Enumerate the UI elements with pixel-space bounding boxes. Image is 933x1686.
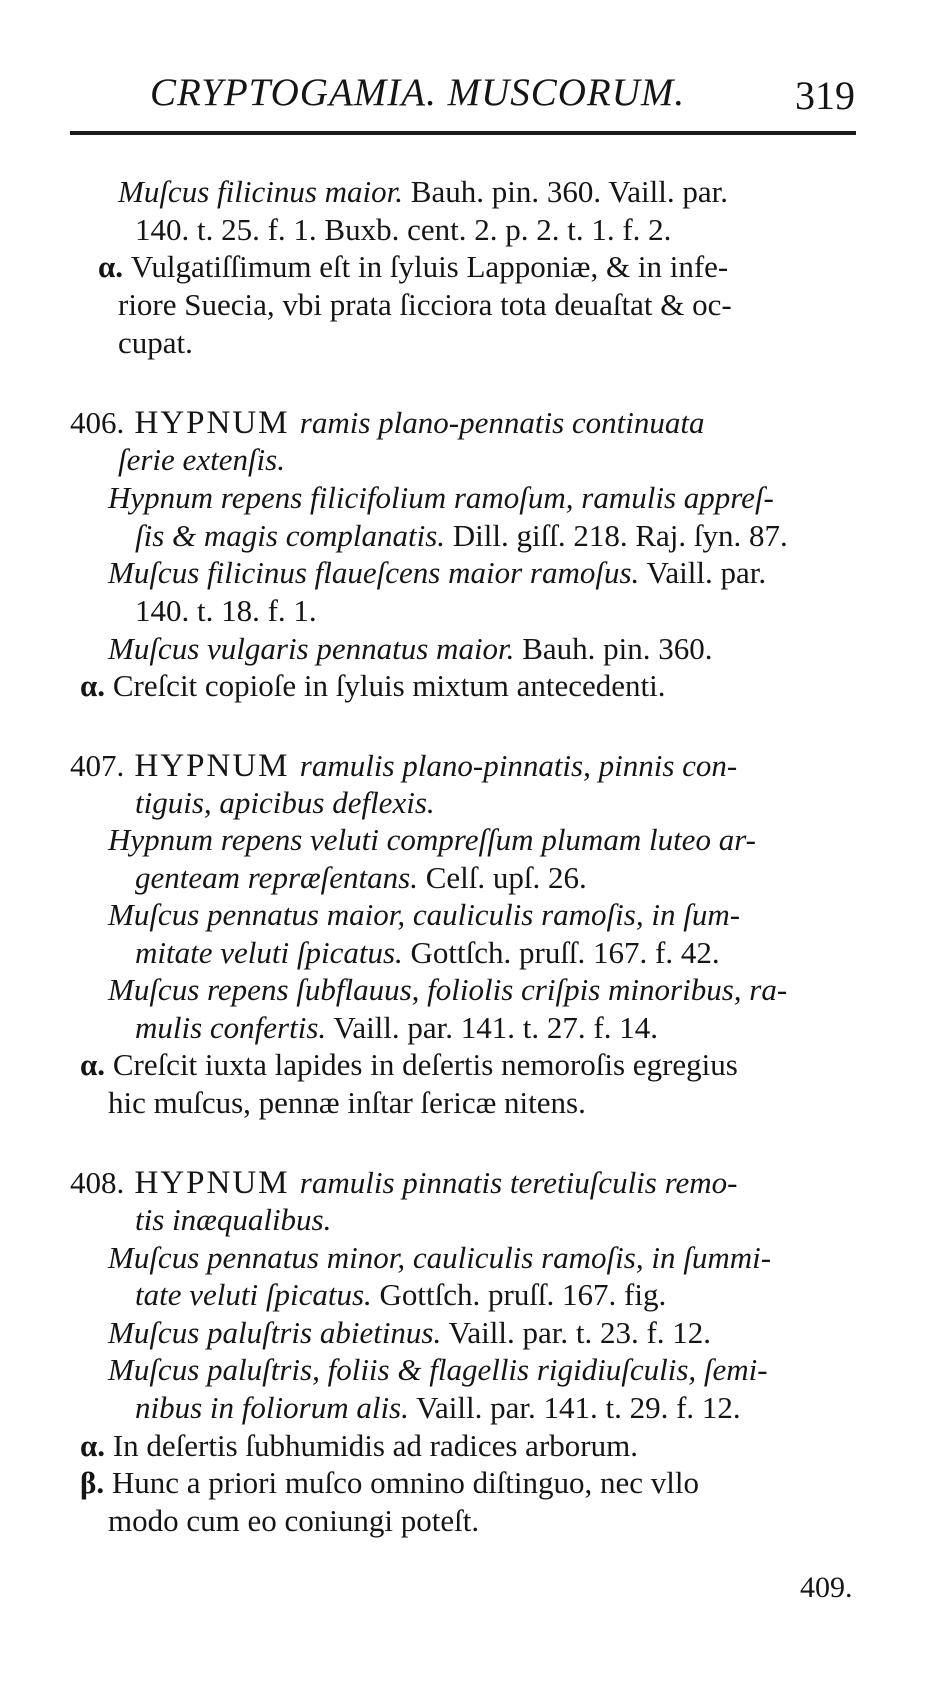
- text-line: β. Hunc a priori muſco omnino diſtinguo, nec vllo: [80, 1465, 700, 1500]
- text-line: Hypnum repens filicifolium ramoſum, ramulis appreſ-: [108, 480, 774, 515]
- text-line: mulis confertis. Vaill. par. 141. t. 27. f. 14.: [135, 1010, 658, 1045]
- text-line: ſis & magis complanatis. Dill. giſſ. 218. Raj. ſyn. 87.: [135, 518, 788, 553]
- text-line: Muſcus repens ſubflauus, foliolis criſpis minoribus, ra-: [108, 972, 788, 1007]
- text-line: hic muſcus, pennæ inſtar ſericæ nitens.: [108, 1085, 586, 1120]
- text-line: α. In deſertis ſubhumidis ad radices arborum.: [80, 1428, 638, 1463]
- text-line: riore Suecia, vbi prata ſicciora tota deuaſtat & oc-: [118, 287, 732, 322]
- page-number: 319: [795, 73, 855, 118]
- text-line: modo cum eo coniungi poteſt.: [108, 1503, 480, 1538]
- entry-heading-406: 406. HYPNUM ramis plano-pennatis continuata: [70, 405, 705, 441]
- text-line: α. Creſcit copioſe in ſyluis mixtum antecedenti.: [80, 668, 666, 703]
- text-line: Muſcus filicinus maior. Bauh. pin. 360. Vaill. par.: [118, 174, 728, 209]
- text-line: α. Vulgatiſſimum eſt in ſyluis Lapponiæ, & in infe-: [98, 249, 729, 284]
- running-head-title: CRYPTOGAMIA. MUSCORUM.: [150, 71, 686, 114]
- text-line: Hypnum repens veluti compreſſum plumam luteo ar-: [108, 822, 756, 857]
- entry-heading-408: 408. HYPNUM ramulis pinnatis teretiuſculis remo-: [70, 1165, 738, 1201]
- header-rule: [70, 131, 856, 135]
- text-line: tate veluti ſpicatus. Gottſch. pruſſ. 167. fig.: [135, 1277, 667, 1312]
- text-line: cupat.: [118, 325, 193, 360]
- text-line: α. Creſcit iuxta lapides in deſertis nemoroſis egregius: [80, 1047, 738, 1082]
- text-line: 140. t. 25. f. 1. Buxb. cent. 2. p. 2. t. 1. f. 2.: [135, 212, 672, 247]
- text-line: 140. t. 18. f. 1.: [135, 593, 317, 628]
- text-line: Muſcus vulgaris pennatus maior. Bauh. pin. 360.: [108, 631, 713, 666]
- text-line: Muſcus filicinus flaueſcens maior ramoſus. Vaill. par.: [108, 555, 767, 590]
- text-line: genteam repræſentans. Celſ. upſ. 26.: [135, 860, 587, 895]
- text-line: Muſcus paluſtris abietinus. Vaill. par. t. 23. f. 12.: [108, 1315, 712, 1350]
- text-line: mitate veluti ſpicatus. Gottſch. pruſſ. 167. f. 42.: [135, 935, 720, 970]
- text-line: Muſcus paluſtris, foliis & flagellis rigidiuſculis, ſemi-: [108, 1352, 768, 1387]
- text-line: Muſcus pennatus minor, cauliculis ramoſis, in ſummi-: [108, 1240, 772, 1275]
- text-line: tiguis, apicibus deflexis.: [135, 785, 435, 820]
- entry-heading-407: 407. HYPNUM ramulis plano-pinnatis, pinnis con-: [70, 748, 738, 784]
- text-line: nibus in foliorum alis. Vaill. par. 141. t. 29. f. 12.: [135, 1390, 741, 1425]
- catchword: 409.: [800, 1571, 853, 1604]
- text-line: ſerie extenſis.: [118, 442, 285, 477]
- text-line: tis inæqualibus.: [135, 1202, 332, 1237]
- text-line: Muſcus pennatus maior, cauliculis ramoſis, in ſum-: [108, 897, 741, 932]
